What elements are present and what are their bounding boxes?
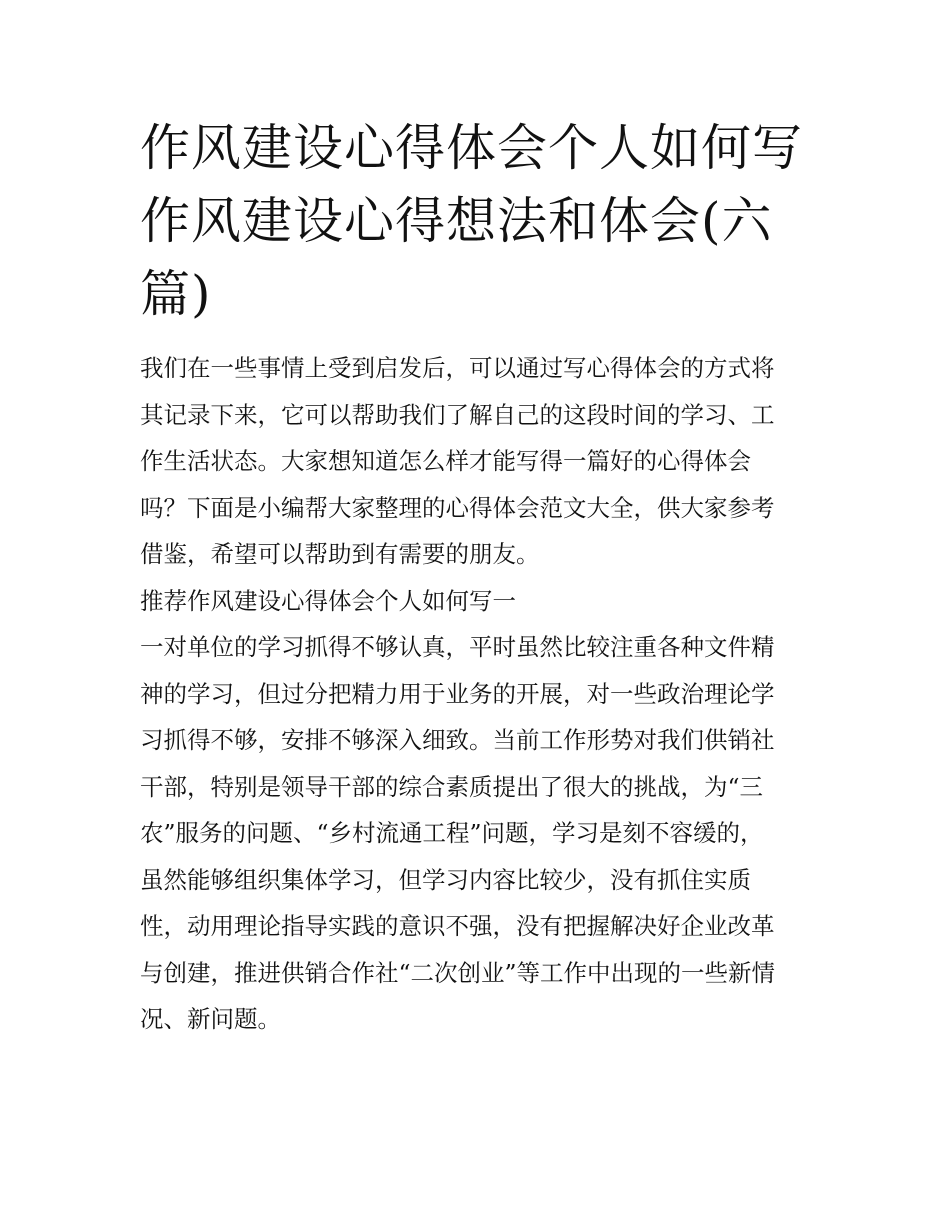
text-line: 借鉴，希望可以帮助到有需要的朋友。 bbox=[140, 540, 540, 568]
section-heading bbox=[140, 578, 820, 625]
document-title bbox=[140, 112, 820, 331]
title-line: 篇) bbox=[140, 265, 212, 323]
text-line: 干部，特别是领导干部的综合素质提出了很大的挑战，为“三 bbox=[140, 772, 764, 801]
text-line: 况、新问题。 bbox=[140, 1005, 281, 1033]
text-line: 性，动用理论指导实践的意识不强，没有把握解决好企业改革 bbox=[140, 912, 775, 940]
document-body bbox=[140, 345, 820, 1043]
document-content bbox=[140, 112, 820, 1043]
text-line: 习抓得不够，安排不够深入细致。当前工作形势对我们供销社 bbox=[140, 726, 775, 754]
title-line: 作风建设心得体会个人如何写 bbox=[140, 119, 803, 177]
text-line: 农”服务的问题、“乡村流通工程”问题，学习是刻不容缓的， bbox=[140, 819, 764, 847]
title-line: 作风建设心得想法和体会(六 bbox=[140, 192, 773, 250]
text-line: 虽然能够组织集体学习，但学习内容比较少，没有抓住实质 bbox=[140, 865, 751, 894]
text-line: 吗？下面是小编帮大家整理的心得体会范文大全，供大家参考 bbox=[140, 493, 775, 522]
text-line: 作生活状态。大家想知道怎么样才能写得一篇好的心得体会 bbox=[140, 447, 751, 475]
text-line: 一对单位的学习抓得不够认真，平时虽然比较注重各种文件精 bbox=[140, 633, 775, 661]
text-line: 其记录下来，它可以帮助我们了解自己的这段时间的学习、工 bbox=[140, 400, 775, 429]
text-line: 我们在一些事情上受到启发后，可以通过写心得体会的方式将 bbox=[140, 354, 775, 382]
section-heading-text: 推荐作风建设心得体会个人如何写一 bbox=[140, 586, 516, 615]
text-line: 与创建，推进供销合作社“二次创业”等工作中出现的一些新情 bbox=[140, 958, 776, 987]
text-line: 神的学习，但过分把精力用于业务的开展，对一些政治理论学 bbox=[140, 679, 775, 708]
section-paragraph bbox=[140, 624, 820, 1043]
intro-paragraph bbox=[140, 345, 820, 578]
